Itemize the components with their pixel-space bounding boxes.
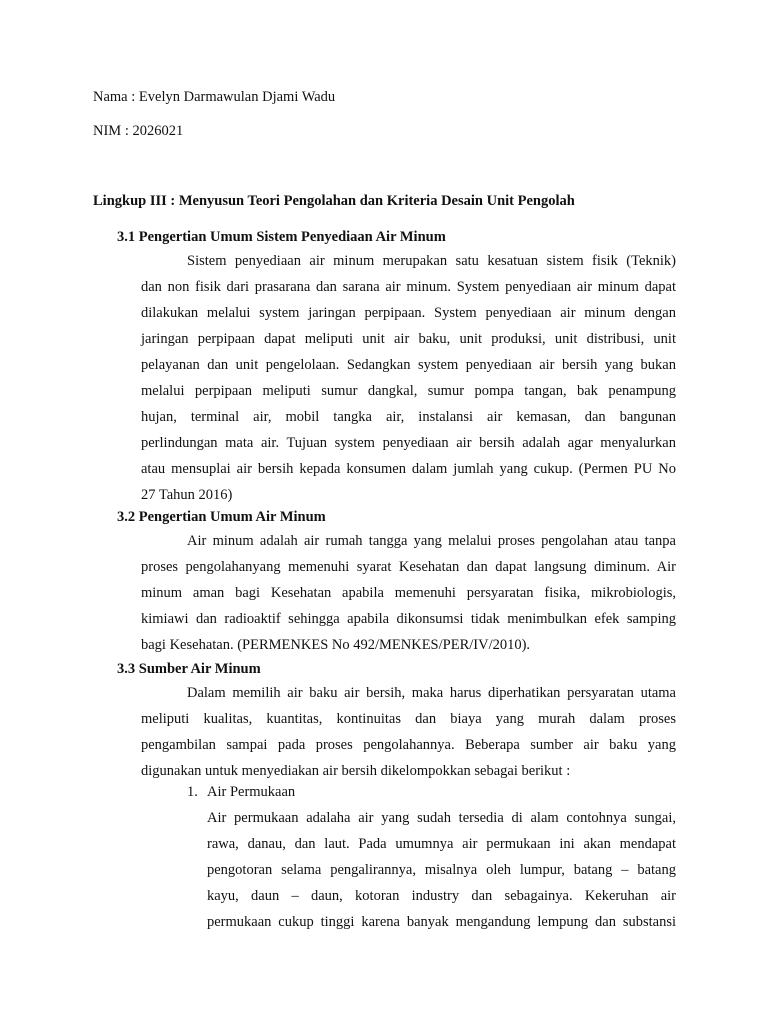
paragraph-line: Sistem penyediaan air minum merupakan satu kesatuan sistem fisik (Teknik)	[187, 253, 676, 269]
paragraph-line: 27 Tahun 2016)	[141, 487, 233, 503]
paragraph-line: dilakukan melalui system jaringan perpipaan. System penyediaan air minum dengan	[141, 305, 676, 321]
paragraph-line: pelayanan dan unit pengelolaan. Sedangkan system penyediaan air bersih yang bukan	[141, 357, 676, 373]
section-heading-3-1: 3.1 Pengertian Umum Sistem Penyediaan Air Minum	[117, 229, 446, 245]
paragraph-line: kimiawi dan radioaktif sehingga apabila dikonsumsi tidak menimbulkan efek samping	[141, 611, 676, 627]
student-name: Nama : Evelyn Darmawulan Djami Wadu	[93, 89, 336, 105]
paragraph-line: dan non fisik dari prasarana dan sarana air minum. System penyediaan air minum dapat	[141, 279, 676, 295]
paragraph-line: bagi Kesehatan. (PERMENKES No 492/MENKES/PER/IV/2010).	[141, 637, 531, 653]
paragraph-line: Air minum adalah air rumah tangga yang melalui proses pengolahan atau tanpa	[187, 533, 676, 549]
paragraph-line: digunakan untuk menyediakan air bersih dikelompokkan sebagai berikut :	[141, 763, 571, 779]
paragraph-line: rawa, danau, dan laut. Pada umumnya air permukaan ini akan mendapat	[207, 836, 676, 852]
paragraph-line: proses pengolahanyang memenuhi syarat Kesehatan dan dapat langsung diminum. Air	[141, 559, 676, 575]
paragraph-line: Air permukaan adalaha air yang sudah tersedia di alam contohnya sungai,	[207, 810, 676, 826]
paragraph-line: jaringan perpipaan dapat meliputi unit air baku, unit produksi, unit distribusi, unit	[141, 331, 676, 347]
section-heading-3-3: 3.3 Sumber Air Minum	[117, 661, 261, 677]
paragraph-line: melalui perpipaan meliputi sumur dangkal, sumur pompa tangan, bak penampung	[141, 383, 676, 399]
paragraph-line: Dalam memilih air baku air bersih, maka harus diperhatikan persyaratan utama	[187, 685, 676, 701]
paragraph-line: meliputi kualitas, kuantitas, kontinuitas dan biaya yang murah dalam proses	[141, 711, 676, 727]
paragraph-line: pengambilan sampai pada proses pengolahannya. Beberapa sumber air baku yang	[141, 737, 676, 753]
student-nim: NIM : 2026021	[93, 123, 184, 139]
paragraph-line: minum aman bagi Kesehatan apabila memenuhi persyaratan fisika, mikrobiologis,	[141, 585, 676, 601]
list-item-title: Air Permukaan	[207, 784, 296, 800]
paragraph-line: kayu, daun – daun, kotoran industry dan sebagainya. Kekeruhan air	[207, 888, 676, 904]
paragraph-line: perlindungan mata air. Tujuan system penyediaan air bersih adalah agar menyalurkan	[141, 435, 676, 451]
paragraph-line: pengotoran selama pengalirannya, misalnya oleh lumpur, batang – batang	[207, 862, 676, 878]
paragraph-line: hujan, terminal air, mobil tangka air, instalansi air kemasan, dan bangunan	[141, 409, 676, 425]
paragraph-line: permukaan cukup tinggi karena banyak mengandung lempung dan substansi	[207, 914, 676, 930]
scope-title: Lingkup III : Menyusun Teori Pengolahan dan Kriteria Desain Unit Pengolah	[93, 193, 575, 209]
section-heading-3-2: 3.2 Pengertian Umum Air Minum	[117, 509, 326, 525]
list-item-number: 1.	[187, 784, 198, 800]
paragraph-line: atau mensuplai air bersih kepada konsumen dalam jumlah yang cukup. (Permen PU No	[141, 461, 676, 477]
